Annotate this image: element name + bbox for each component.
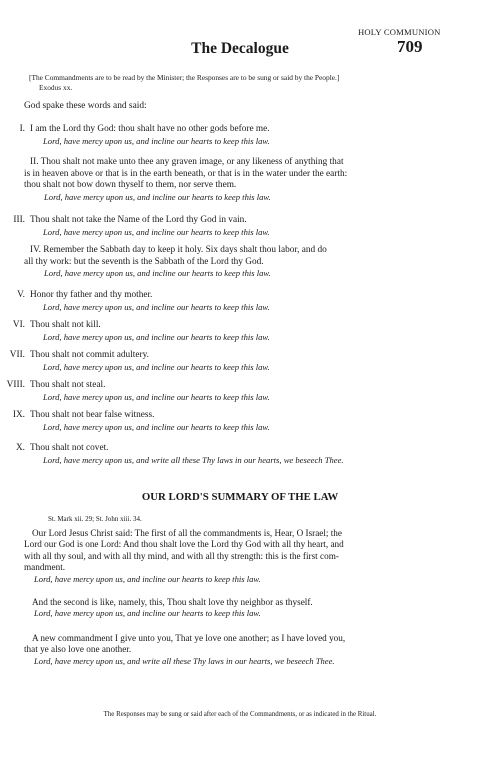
commandment-number: IV.: [30, 245, 41, 255]
commandment-text: Thou shalt not covet.: [30, 443, 109, 453]
commandment-number: VIII.: [6, 380, 25, 390]
page-number: 709: [397, 37, 423, 56]
commandment-response: Lord, have mercy upon us, and incline our hearts to keep this law.: [43, 331, 270, 342]
paragraph-line: Our Lord Jesus Christ said: The first of all the commandments is, Hear, O Israel; the: [32, 528, 342, 538]
commandment-response: Lord, have mercy upon us, and incline our hearts to keep this law.: [43, 391, 270, 402]
commandment-text: is in heaven above or that is in the earth beneath, or that is in the water under the earth:: [24, 168, 348, 179]
commandment-text: Thou shalt not steal.: [30, 380, 106, 390]
commandment-text: Thou shalt not make unto thee any graven image, or any likeness of anything that: [40, 157, 344, 167]
commandment-text: I am the Lord thy God: thou shalt have no other gods before me.: [30, 124, 270, 134]
commandment-response: Lord, have mercy upon us, and incline our hearts to keep this law.: [44, 191, 271, 202]
commandment-response: Lord, have mercy upon us, and incline our hearts to keep this law.: [43, 361, 270, 372]
commandment-text: Thou shalt not kill.: [30, 320, 101, 330]
rubric-text: [The Commandments are to be read by the Minister; the Responses are to be sung or said by the People.]: [29, 73, 340, 82]
intro-text: God spake these words and said:: [24, 101, 147, 111]
commandment-number: III.: [13, 215, 25, 225]
commandment-response: Lord, have mercy upon us, and incline our hearts to keep this law.: [44, 268, 271, 279]
commandment-response: Lord, have mercy upon us, and incline our hearts to keep this law.: [43, 226, 270, 237]
commandment-response: Lord, have mercy upon us, and incline our hearts to keep this law.: [43, 135, 270, 146]
paragraph-line: And the second is like, namely, this, Thou shalt love thy neighbor as thyself.: [32, 597, 313, 607]
summary-reference: St. Mark xii. 29; St. John xiii. 34.: [48, 515, 142, 523]
commandment-response: Lord, have mercy upon us, and write all these Thy laws in our hearts, we beseech Thee.: [43, 454, 344, 465]
commandment-response: Lord, have mercy upon us, and incline our hearts to keep this law.: [43, 301, 270, 312]
commandment-text: Thou shalt not take the Name of the Lord thy God in vain.: [30, 215, 247, 225]
summary-title: OUR LORD'S SUMMARY OF THE LAW: [141, 491, 339, 503]
section-heading: HOLY COMMUNION: [358, 27, 441, 37]
rubric-reference: Exodus xx.: [39, 83, 73, 92]
commandment-text: all thy work: but the seventh is the Sabbath of the Lord thy God.: [24, 256, 264, 267]
paragraph-response: Lord, have mercy upon us, and incline our hearts to keep this law.: [34, 573, 261, 584]
commandment-text: Thou shalt not bear false witness.: [30, 410, 155, 420]
commandment-number: V.: [17, 290, 25, 300]
paragraph-line: A new commandment I give unto you, That ye love one another; as I have loved you,: [32, 633, 346, 643]
commandment-number: X.: [15, 443, 25, 453]
commandment-text: Remember the Sabbath day to keep it holy. Six days shalt thou labor, and do: [43, 245, 327, 255]
paragraph-line: that ye also love one another.: [24, 644, 132, 655]
summary-paragraph-3: [24, 633, 456, 667]
commandment-number: I.: [19, 124, 25, 134]
footer-note: The Responses may be sung or said after each of the Commandments, or as indicated in the Ritual.: [103, 711, 377, 718]
paragraph-line: with all thy soul, and with all thy mind, and with all thy strength: this is the first com-: [24, 550, 339, 561]
commandment-text: Honor thy father and thy mother.: [30, 290, 153, 300]
paragraph-line: mandment.: [24, 562, 66, 573]
summary-paragraph-1: [24, 528, 456, 585]
page-title: The Decalogue: [191, 40, 289, 57]
commandment-response: Lord, have mercy upon us, and incline our hearts to keep this law.: [43, 421, 270, 432]
paragraph-response: Lord, have mercy upon us, and incline our hearts to keep this law.: [34, 608, 261, 619]
paragraph-response: Lord, have mercy upon us, and write all these Thy laws in our hearts, we beseech Thee.: [34, 655, 335, 666]
paragraph-line: Lord our God is one Lord: And thou shalt love the Lord thy God with all thy heart, and: [24, 539, 344, 550]
commandment-text: thou shalt not bow down thyself to them, nor serve them.: [24, 180, 237, 191]
summary-paragraph-2: [24, 597, 456, 620]
commandment-text: Thou shalt not commit adultery.: [30, 350, 149, 360]
commandment-number: VII.: [9, 350, 25, 360]
commandment-number: IX.: [12, 410, 25, 420]
commandment-number: VI.: [12, 320, 25, 330]
commandment-number: II.: [30, 157, 39, 167]
rubric-note: [29, 73, 459, 93]
